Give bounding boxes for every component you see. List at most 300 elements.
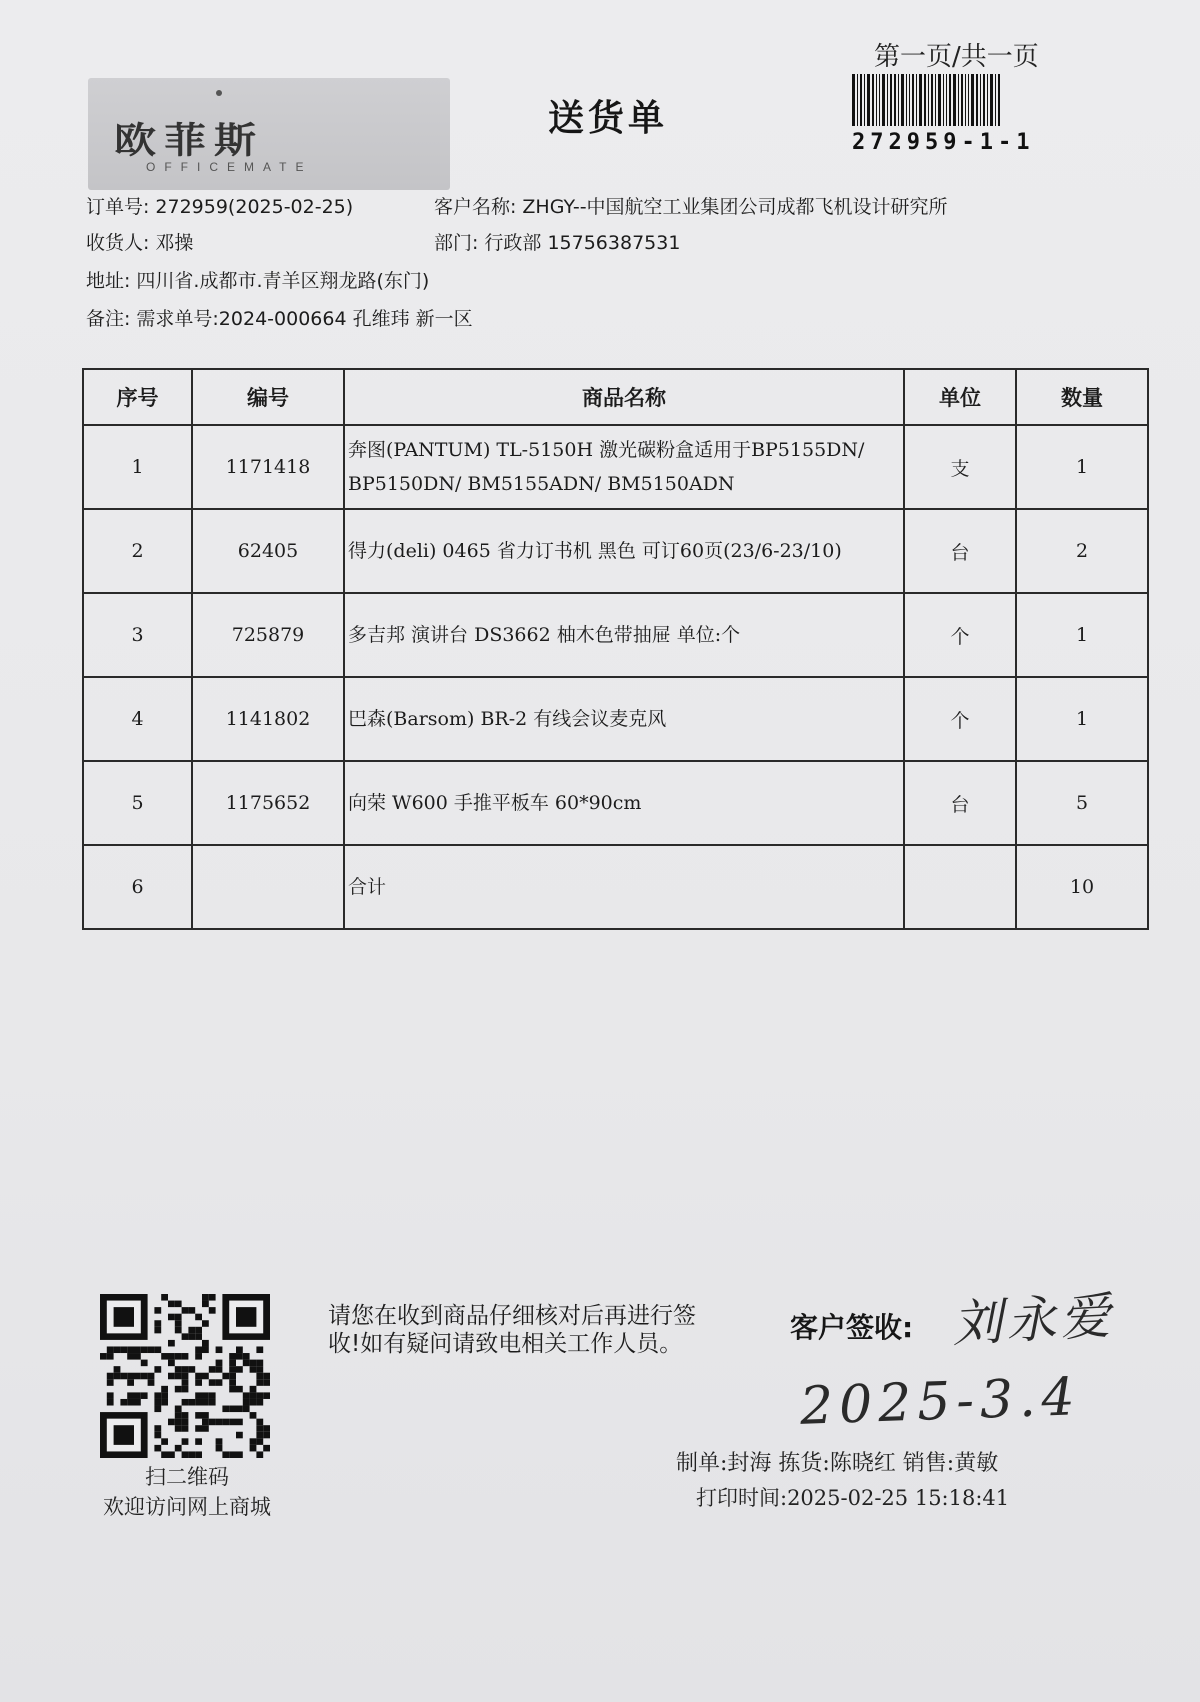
order-label: 订单号:	[86, 196, 150, 218]
row-quantity: 1	[1016, 593, 1148, 677]
row-quantity: 2	[1016, 509, 1148, 593]
qr-module	[216, 1379, 223, 1386]
qr-module	[134, 1399, 141, 1406]
qr-module	[195, 1314, 202, 1321]
qr-module	[182, 1451, 189, 1458]
qr-module	[134, 1346, 141, 1353]
qr-module	[127, 1353, 134, 1360]
barcode-bar	[864, 74, 865, 126]
qr-module	[175, 1445, 182, 1452]
qr-module	[229, 1379, 236, 1386]
qr-module	[236, 1406, 243, 1413]
qr-module	[188, 1327, 195, 1334]
qr-module	[127, 1373, 134, 1380]
qr-module	[148, 1379, 155, 1386]
row-code	[192, 845, 344, 929]
qr-module	[263, 1432, 270, 1439]
qr-module	[148, 1373, 155, 1380]
note-label: 备注:	[86, 308, 131, 330]
receiver-value: 邓操	[155, 232, 194, 254]
row-unit: 个	[904, 677, 1016, 761]
qr-module	[195, 1333, 202, 1340]
row-product-name-line2: BP5150DN/ BM5155ADN/ BM5150ADN	[348, 473, 735, 495]
qr-module	[250, 1386, 257, 1393]
qr-module	[120, 1399, 127, 1406]
row-seq: 3	[83, 593, 192, 677]
barcode-bar	[924, 74, 926, 126]
qr-module	[216, 1366, 223, 1373]
qr-module	[120, 1373, 127, 1380]
qr-module	[168, 1353, 175, 1360]
qr-module	[168, 1419, 175, 1426]
qr-module	[182, 1366, 189, 1373]
qr-module	[229, 1366, 236, 1373]
row-product-name: 向荣 W600 手推平板车 60*90cm	[344, 761, 904, 845]
qr-module	[188, 1399, 195, 1406]
qr-module	[256, 1419, 263, 1426]
qr-module	[107, 1346, 114, 1353]
qr-module	[195, 1438, 202, 1445]
qr-module	[114, 1346, 121, 1353]
qr-module	[250, 1399, 257, 1406]
qr-module	[243, 1406, 250, 1413]
qr-caption	[92, 1462, 282, 1522]
barcode-bar	[860, 74, 862, 126]
qr-module	[154, 1307, 161, 1314]
row-quantity: 1	[1016, 425, 1148, 509]
qr-module	[141, 1346, 148, 1353]
qr-module	[216, 1438, 223, 1445]
barcode-bar	[995, 74, 996, 126]
barcode-bar	[898, 74, 899, 126]
qr-module	[114, 1307, 134, 1327]
qr-module	[141, 1392, 148, 1399]
qr-module	[256, 1425, 263, 1432]
barcode-bar	[890, 74, 892, 126]
barcode-bar	[958, 74, 959, 126]
row-seq: 5	[83, 761, 192, 845]
qr-module	[154, 1366, 161, 1373]
barcode-bar	[931, 74, 933, 126]
qr-module	[243, 1399, 250, 1406]
qr-module	[107, 1399, 114, 1406]
qr-module	[168, 1360, 175, 1367]
qr-module	[195, 1327, 202, 1334]
qr-module	[154, 1392, 161, 1399]
qr-module	[229, 1419, 236, 1426]
qr-module	[250, 1392, 257, 1399]
qr-module	[175, 1412, 182, 1419]
qr-module	[216, 1445, 223, 1452]
header-product-name: 商品名称	[344, 369, 904, 425]
qr-module	[182, 1399, 189, 1406]
qr-module	[127, 1392, 134, 1399]
barcode-bar	[938, 74, 941, 126]
qr-module	[195, 1392, 202, 1399]
barcode-bar	[867, 74, 870, 126]
qr-module	[161, 1438, 168, 1445]
qr-module	[120, 1346, 127, 1353]
handwritten-date: 2025-3.4	[799, 1367, 1082, 1437]
qr-module	[256, 1360, 263, 1367]
qr-module	[161, 1399, 168, 1406]
order-number	[86, 192, 353, 219]
qr-module	[182, 1333, 189, 1340]
barcode-bar	[949, 74, 951, 126]
qr-module	[216, 1346, 223, 1353]
logo-subtext: OFFICEMATE	[146, 160, 313, 174]
barcode-bar	[983, 74, 985, 126]
qr-module	[154, 1406, 161, 1413]
qr-module	[202, 1346, 209, 1353]
barcode-bar	[928, 74, 929, 126]
qr-module	[256, 1392, 263, 1399]
barcode-bar	[857, 74, 858, 126]
table-header-row	[83, 369, 1148, 425]
qr-module	[148, 1346, 155, 1353]
qr-module	[256, 1346, 263, 1353]
qr-module	[202, 1373, 209, 1380]
row-product-name	[344, 425, 904, 509]
qr-module	[236, 1386, 243, 1393]
barcode-bar	[953, 74, 956, 126]
qr-module	[114, 1425, 134, 1445]
qr-module	[182, 1379, 189, 1386]
total-label: 合计	[344, 845, 904, 929]
barcode-bar	[987, 74, 988, 126]
qr-module	[141, 1373, 148, 1380]
row-unit	[904, 845, 1016, 929]
table-row	[83, 425, 1148, 509]
barcode-bar	[943, 74, 944, 126]
qr-module	[127, 1379, 134, 1386]
row-code: 1171418	[192, 425, 344, 509]
qr-module	[107, 1392, 114, 1399]
row-quantity: 5	[1016, 761, 1148, 845]
qr-module	[263, 1373, 270, 1380]
barcode-bar	[894, 74, 896, 126]
barcode-bar	[901, 74, 904, 126]
barcode-bar	[990, 74, 993, 126]
qr-module	[263, 1392, 270, 1399]
qr-module	[182, 1386, 189, 1393]
receiver-label: 收货人:	[86, 232, 150, 254]
barcode-bar	[965, 74, 966, 126]
qr-module	[107, 1373, 114, 1380]
qr-module	[134, 1392, 141, 1399]
table-row	[83, 761, 1148, 845]
items-table-wrapper	[82, 368, 1149, 930]
customer-label: 客户名称:	[434, 196, 517, 218]
qr-module	[188, 1307, 195, 1314]
table-total-row	[83, 845, 1148, 929]
order-value: 272959(2025-02-25)	[155, 196, 354, 218]
barcode-bar	[872, 74, 874, 126]
qr-module	[250, 1438, 257, 1445]
qr-module	[188, 1333, 195, 1340]
qr-module	[127, 1346, 134, 1353]
barcode-bar	[876, 74, 877, 126]
qr-module	[114, 1373, 121, 1380]
row-unit: 台	[904, 509, 1016, 593]
qr-module	[175, 1373, 182, 1380]
qr-module	[182, 1373, 189, 1380]
qr-module	[195, 1412, 202, 1419]
barcode-bar	[887, 74, 888, 126]
qr-module	[222, 1451, 229, 1458]
qr-module	[168, 1451, 175, 1458]
row-seq: 6	[83, 845, 192, 929]
qr-module	[182, 1353, 189, 1360]
qr-module	[175, 1406, 182, 1413]
qr-module	[222, 1373, 229, 1380]
items-table	[82, 368, 1149, 930]
row-code: 1175652	[192, 761, 344, 845]
row-seq: 2	[83, 509, 192, 593]
qr-module	[209, 1419, 216, 1426]
handwritten-signature: 刘永爱	[950, 1286, 1116, 1354]
qr-module	[202, 1419, 209, 1426]
row-code: 1141802	[192, 677, 344, 761]
qr-module	[175, 1366, 182, 1373]
qr-module	[168, 1373, 175, 1380]
barcode-bar	[879, 74, 880, 126]
barcode-bar	[961, 74, 963, 126]
row-product-name: 多吉邦 演讲台 DS3662 柚木色带抽屉 单位:个	[344, 593, 904, 677]
qr-module	[236, 1307, 256, 1327]
barcode-bar	[882, 74, 885, 126]
qr-module	[209, 1307, 216, 1314]
header-seq: 序号	[83, 369, 192, 425]
qr-module	[236, 1353, 243, 1360]
row-unit: 台	[904, 761, 1016, 845]
qr-module	[154, 1320, 161, 1327]
qr-module	[229, 1386, 236, 1393]
qr-module	[114, 1366, 121, 1373]
company-logo	[88, 78, 450, 190]
document-title: 送货单	[548, 98, 669, 139]
qr-module	[195, 1451, 202, 1458]
table-row	[83, 509, 1148, 593]
qr-module	[182, 1419, 189, 1426]
qr-module	[256, 1451, 263, 1458]
qr-module	[256, 1366, 263, 1373]
dept-value: 行政部 15756387531	[484, 232, 681, 254]
qr-module	[161, 1451, 168, 1458]
qr-module	[175, 1419, 182, 1426]
qr-module	[188, 1366, 195, 1373]
customer-value: ZHGY--中国航空工业集团公司成都飞机设计研究所	[522, 196, 948, 218]
header-quantity: 数量	[1016, 369, 1148, 425]
barcode-bar	[912, 74, 914, 126]
barcode-bar	[998, 74, 1000, 126]
qr-module	[175, 1301, 182, 1308]
qr-module	[161, 1392, 168, 1399]
qr-module	[195, 1399, 202, 1406]
qr-module	[202, 1425, 209, 1432]
barcode-bar	[919, 74, 922, 126]
barcode-number: 272959-1-1	[852, 130, 1035, 155]
page-indicator: 第一页/共一页	[874, 42, 1039, 72]
qr-module	[229, 1451, 236, 1458]
header-unit: 单位	[904, 369, 1016, 425]
qr-module	[256, 1438, 263, 1445]
qr-module	[175, 1425, 182, 1432]
table-row	[83, 593, 1148, 677]
qr-module	[250, 1412, 257, 1419]
qr-module	[161, 1294, 168, 1301]
logo-text: 欧菲斯	[114, 119, 265, 161]
table-row	[83, 677, 1148, 761]
qr-module	[209, 1294, 216, 1301]
qr-module	[236, 1346, 243, 1353]
qr-module	[202, 1294, 209, 1301]
barcode-bar	[976, 74, 978, 126]
barcode-bar	[968, 74, 969, 126]
qr-module	[195, 1373, 202, 1380]
barcode-bar	[935, 74, 936, 126]
row-quantity: 1	[1016, 677, 1148, 761]
qr-module	[154, 1432, 161, 1439]
qr-module	[256, 1379, 263, 1386]
qr-module	[195, 1346, 202, 1353]
qr-module	[236, 1366, 243, 1373]
barcode-bar	[852, 74, 855, 126]
qr-module	[236, 1432, 243, 1439]
qr-module	[236, 1451, 243, 1458]
row-code: 725879	[192, 593, 344, 677]
barcode-bar	[916, 74, 917, 126]
barcode-bar	[946, 74, 947, 126]
customer-name	[434, 192, 948, 219]
address	[86, 266, 429, 293]
row-seq: 4	[83, 677, 192, 761]
note-value: 需求单号:2024-000664 孔维玮 新一区	[136, 308, 473, 330]
qr-module	[209, 1392, 216, 1399]
row-product-name-line1: 奔图(PANTUM) TL-5150H 激光碳粉盒适用于BP5155DN/	[348, 439, 865, 461]
barcode-bar	[906, 74, 907, 126]
department	[434, 228, 680, 255]
barcode	[852, 74, 1052, 126]
row-seq: 1	[83, 425, 192, 509]
row-unit: 个	[904, 593, 1016, 677]
qr-module	[229, 1406, 236, 1413]
customer-sign-label: 客户签收:	[790, 1311, 914, 1344]
qr-module	[243, 1360, 250, 1367]
qr-caption-line2: 欢迎访问网上商城	[103, 1495, 271, 1519]
qr-module	[154, 1327, 161, 1334]
qr-module	[175, 1320, 182, 1327]
qr-module	[100, 1353, 107, 1360]
qr-module	[202, 1340, 209, 1347]
qr-code-icon	[100, 1294, 270, 1458]
qr-module	[195, 1379, 202, 1386]
row-product-name: 巴森(Barsom) BR-2 有线会议麦克风	[344, 677, 904, 761]
qr-module	[229, 1353, 236, 1360]
dept-label: 部门:	[434, 232, 479, 254]
remarks	[86, 304, 473, 331]
qr-module	[229, 1360, 236, 1367]
barcode-bar	[909, 74, 910, 126]
qr-module	[168, 1314, 175, 1321]
qr-module	[127, 1399, 134, 1406]
qr-module	[209, 1366, 216, 1373]
qr-module	[243, 1392, 250, 1399]
qr-module	[175, 1353, 182, 1360]
qr-module	[209, 1379, 216, 1386]
qr-module	[154, 1399, 161, 1406]
qr-module	[202, 1412, 209, 1419]
qr-module	[256, 1373, 263, 1380]
qr-module	[216, 1419, 223, 1426]
qr-caption-line1: 扫二维码	[145, 1465, 229, 1489]
qr-module	[154, 1445, 161, 1452]
qr-module	[182, 1412, 189, 1419]
qr-module	[154, 1425, 161, 1432]
barcode-bar	[980, 74, 981, 126]
qr-module	[263, 1379, 270, 1386]
staff-info: 制单:封海 拣货:陈晓红 销售:黄敏	[676, 1451, 999, 1476]
qr-module	[161, 1386, 168, 1393]
row-product-name: 得力(deli) 0465 省力订书机 黑色 可订60页(23/6-23/10)	[344, 509, 904, 593]
qr-module	[161, 1353, 168, 1360]
qr-module	[141, 1360, 148, 1367]
logo-dot	[216, 90, 222, 96]
address-value: 四川省.成都市.青羊区翔龙路(东门)	[136, 270, 430, 292]
qr-module	[175, 1314, 182, 1321]
barcode-bar	[971, 74, 974, 126]
qr-module	[168, 1340, 175, 1347]
qr-module	[175, 1386, 182, 1393]
qr-module	[222, 1419, 229, 1426]
qr-module	[250, 1366, 257, 1373]
qr-module	[202, 1301, 209, 1308]
qr-module	[263, 1445, 270, 1452]
row-code: 62405	[192, 509, 344, 593]
qr-module	[222, 1406, 229, 1413]
qr-module	[107, 1353, 114, 1360]
qr-module	[216, 1360, 223, 1367]
qr-module	[182, 1307, 189, 1314]
qr-module	[182, 1425, 189, 1432]
qr-module	[168, 1301, 175, 1308]
qr-module	[188, 1451, 195, 1458]
qr-module	[209, 1399, 216, 1406]
print-time: 打印时间:2025-02-25 15:18:41	[696, 1486, 1010, 1510]
qr-module	[243, 1353, 250, 1360]
qr-module	[250, 1360, 257, 1367]
qr-module	[202, 1320, 209, 1327]
address-label: 地址:	[86, 270, 131, 292]
qr-module	[195, 1353, 202, 1360]
receipt-notice: 请您在收到商品仔细核对后再进行签收!如有疑问请致电相关工作人员。	[328, 1303, 696, 1357]
qr-module	[134, 1373, 141, 1380]
qr-module	[236, 1419, 243, 1426]
qr-module	[154, 1346, 161, 1353]
qr-module	[229, 1373, 236, 1380]
qr-module	[182, 1438, 189, 1445]
qr-module	[263, 1425, 270, 1432]
qr-module	[256, 1432, 263, 1439]
qr-module	[107, 1379, 114, 1386]
header-code: 编号	[192, 369, 344, 425]
qr-module	[202, 1392, 209, 1399]
qr-module	[250, 1445, 257, 1452]
qr-module	[202, 1399, 209, 1406]
receiver	[86, 228, 193, 255]
qr-module	[175, 1327, 182, 1334]
qr-module	[134, 1353, 141, 1360]
